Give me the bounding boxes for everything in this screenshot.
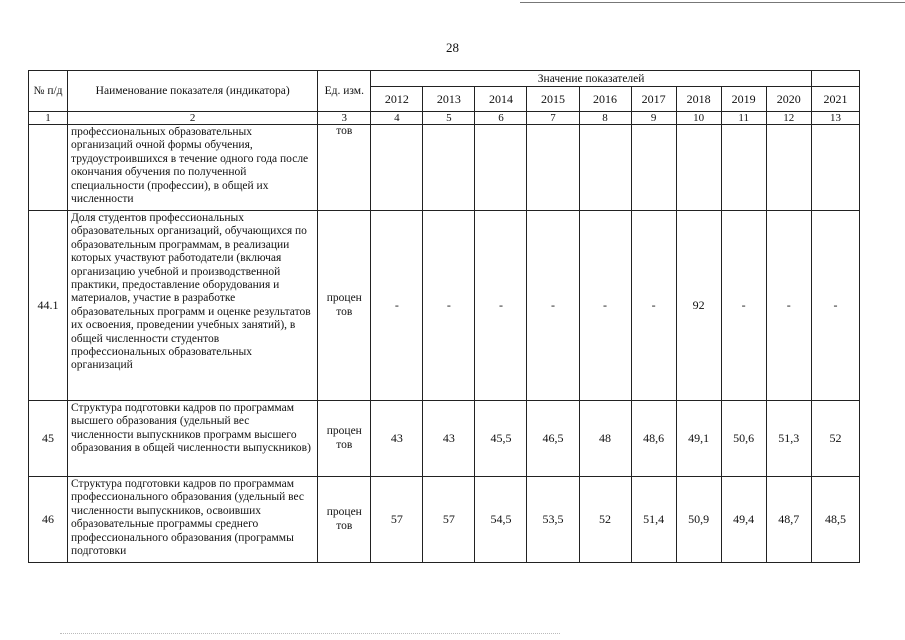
row-name: профессиональных образовательных организаций очной формы обучения, трудоустроившихся в течение одного года после окончания обучения по полученной специальности (профессии), в общей их численности xyxy=(68,125,318,211)
header-year: 2021 xyxy=(811,87,859,112)
row-value: 54,5 xyxy=(475,477,527,563)
row-value: 48,6 xyxy=(631,401,676,477)
column-number: 3 xyxy=(318,112,371,125)
row-value: 57 xyxy=(423,477,475,563)
row-value: - xyxy=(766,211,811,401)
header-year: 2014 xyxy=(475,87,527,112)
row-value: 46,5 xyxy=(527,401,579,477)
column-number: 2 xyxy=(68,112,318,125)
table-row xyxy=(29,211,860,401)
row-value: 49,4 xyxy=(721,477,766,563)
header-year: 2013 xyxy=(423,87,475,112)
row-value xyxy=(475,125,527,211)
row-num: 45 xyxy=(29,401,68,477)
header-year: 2018 xyxy=(676,87,721,112)
column-number: 1 xyxy=(29,112,68,125)
header-year: 2017 xyxy=(631,87,676,112)
column-number: 10 xyxy=(676,112,721,125)
row-value xyxy=(721,125,766,211)
row-name: Структура подготовки кадров по программам высшего образования (удельный вес численности выпускников программ высшего образования в общей численности выпускников) xyxy=(68,401,318,477)
row-unit: процен тов xyxy=(318,477,371,563)
column-number: 6 xyxy=(475,112,527,125)
row-value: - xyxy=(475,211,527,401)
column-number: 13 xyxy=(811,112,859,125)
row-name: Доля студентов профессиональных образовательных организаций, обучающихся по образовательным программам, в реализации которых участвуют работодатели (включая организацию учебной и производственной практики, предоставление оборудования и материалов, участие в разработке образовательных программ и оценке результатов их освоения, проведении учебных занятий), в общей численности студентов профессиональных образовательных организаций xyxy=(68,211,318,401)
row-value: - xyxy=(631,211,676,401)
column-number: 8 xyxy=(579,112,631,125)
row-value xyxy=(371,125,423,211)
row-unit: процен тов xyxy=(318,401,371,477)
row-value xyxy=(811,125,859,211)
row-value: 50,6 xyxy=(721,401,766,477)
row-value: 51,3 xyxy=(766,401,811,477)
column-number: 9 xyxy=(631,112,676,125)
row-value: 49,1 xyxy=(676,401,721,477)
column-number: 7 xyxy=(527,112,579,125)
column-number-row xyxy=(29,112,860,125)
row-value: 52 xyxy=(579,477,631,563)
row-value: 43 xyxy=(423,401,475,477)
row-value: - xyxy=(371,211,423,401)
table-row xyxy=(29,477,860,563)
row-value: 45,5 xyxy=(475,401,527,477)
table-row xyxy=(29,125,860,211)
scan-bottom-artifact xyxy=(60,633,560,634)
row-value: - xyxy=(423,211,475,401)
row-value xyxy=(676,125,721,211)
page-number: 28 xyxy=(446,40,459,55)
header-year: 2012 xyxy=(371,87,423,112)
row-unit: тов xyxy=(318,125,371,211)
row-value: - xyxy=(527,211,579,401)
row-num: 44.1 xyxy=(29,211,68,401)
header-year: 2016 xyxy=(579,87,631,112)
row-value: - xyxy=(811,211,859,401)
row-value: 48,7 xyxy=(766,477,811,563)
row-name: Структура подготовки кадров по программам профессионального образования (удельный вес численности выпускников, освоивших образовательные программы среднего профессионального образования (программы подготовки xyxy=(68,477,318,563)
header-year: 2015 xyxy=(527,87,579,112)
row-value: 52 xyxy=(811,401,859,477)
header-year: 2020 xyxy=(766,87,811,112)
row-num: 46 xyxy=(29,477,68,563)
row-value xyxy=(579,125,631,211)
row-value xyxy=(766,125,811,211)
row-value xyxy=(423,125,475,211)
row-value xyxy=(527,125,579,211)
row-value: - xyxy=(721,211,766,401)
column-number: 5 xyxy=(423,112,475,125)
header-values-group-spare xyxy=(811,71,859,87)
scan-top-rule xyxy=(520,2,905,3)
header-year: 2019 xyxy=(721,87,766,112)
row-value xyxy=(631,125,676,211)
row-num xyxy=(29,125,68,211)
header-name: Наименование показателя (индикатора) xyxy=(68,71,318,112)
row-value: 57 xyxy=(371,477,423,563)
header-values-group: Значение показателей xyxy=(371,71,812,87)
column-number: 12 xyxy=(766,112,811,125)
column-number: 4 xyxy=(371,112,423,125)
row-value: 53,5 xyxy=(527,477,579,563)
header-num: № п/д xyxy=(29,71,68,112)
row-value: 92 xyxy=(676,211,721,401)
row-value: - xyxy=(579,211,631,401)
row-value: 43 xyxy=(371,401,423,477)
indicators-table xyxy=(28,70,860,563)
row-value: 48 xyxy=(579,401,631,477)
column-number: 11 xyxy=(721,112,766,125)
header-unit: Ед. изм. xyxy=(318,71,371,112)
row-unit: процен тов xyxy=(318,211,371,401)
row-value: 51,4 xyxy=(631,477,676,563)
table-row xyxy=(29,401,860,477)
row-value: 50,9 xyxy=(676,477,721,563)
row-value: 48,5 xyxy=(811,477,859,563)
